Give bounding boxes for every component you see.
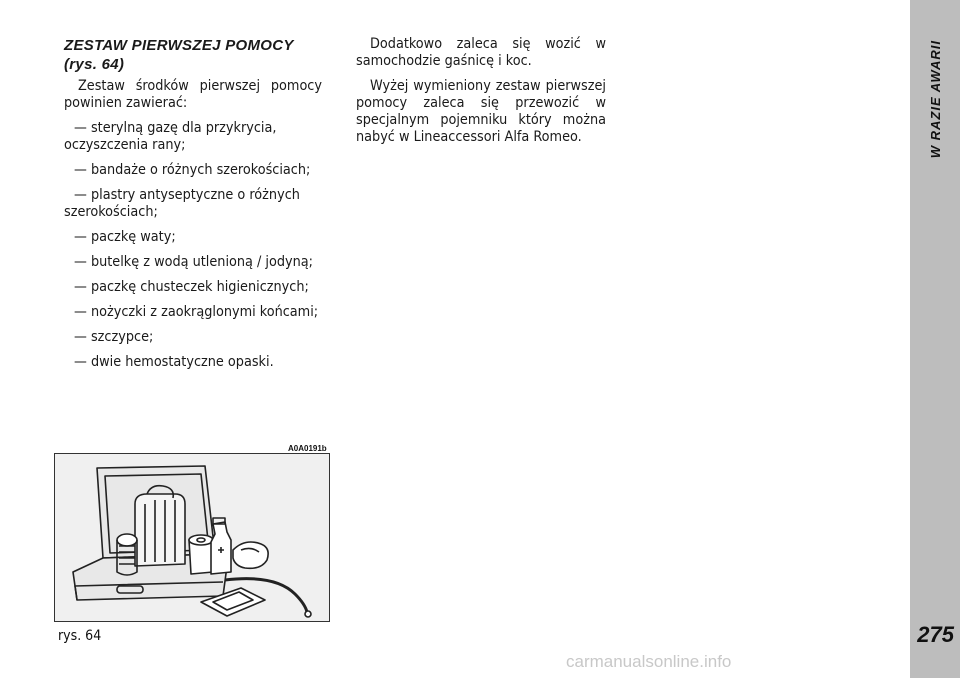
first-aid-kit-illustration	[55, 454, 329, 621]
section-heading	[64, 36, 322, 74]
heading-line-1: ZESTAW PIERWSZEJ POMOCY	[64, 37, 294, 54]
heading-line-2: (rys. 64)	[64, 56, 125, 73]
list-item: — bandaże o różnych szerokościach;	[74, 162, 311, 178]
list-item: — plastry antyseptyczne o różnych szerokościach;	[64, 187, 300, 220]
list-item: — dwie hemostatyczne opaski.	[74, 354, 274, 370]
list-item: — szczypce;	[74, 329, 154, 345]
paragraph: Wyżej wymieniony zestaw pierwszej pomocy zaleca się przewozić w specjalnym pojemniku który można nabyć w Lineaccessori Alfa Romeo.	[356, 78, 606, 145]
right-column	[356, 36, 606, 154]
intro-paragraph: Zestaw środków pierwszej pomocy powinien zawierać:	[64, 78, 322, 111]
list-item: — paczkę waty;	[74, 229, 176, 245]
figure-code: A0A0191b	[288, 444, 327, 453]
left-column	[64, 36, 322, 379]
page-number: 275	[917, 622, 954, 647]
section-title	[910, 40, 960, 240]
figure-image	[54, 453, 330, 622]
section-title-text: W RAZIE AWARII	[927, 40, 943, 159]
list-item: — paczkę chusteczek higienicznych;	[74, 279, 309, 295]
list-item: — sterylną gazę dla przykrycia, oczyszczenia rany;	[64, 120, 277, 153]
paragraph: Dodatkowo zaleca się wozić w samochodzie gaśnicę i koc.	[356, 36, 606, 69]
figure-caption: rys. 64	[58, 628, 102, 644]
list-item: — butelkę z wodą utlenioną / jodyną;	[74, 254, 314, 270]
list-item: — nożyczki z zaokrąglonymi końcami;	[74, 304, 319, 320]
watermark: carmanualsonline.info	[566, 652, 732, 671]
